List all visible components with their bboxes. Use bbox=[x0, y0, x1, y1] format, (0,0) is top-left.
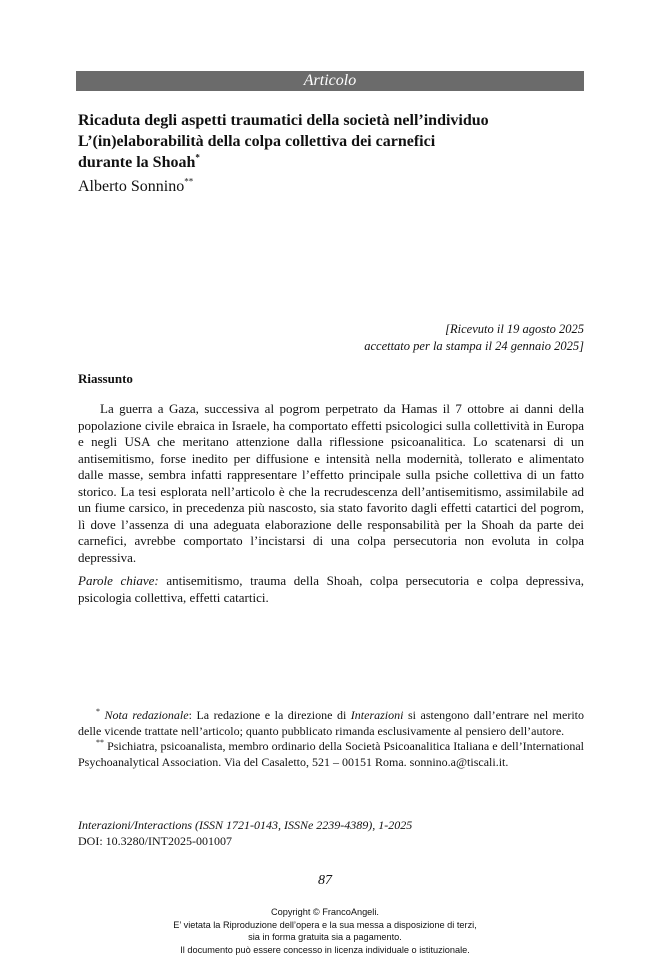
title-line-2: L’(in)elaborabilità della colpa collettiva dei carnefici bbox=[78, 133, 436, 150]
copyright-notice: Copyright © FrancoAngeli. E’ vietata la Riproduzione dell’opera e la sua messa a disposizione di terzi, sia in forma gratuita sia a pagamento. Il documento può essere concesso in licenza individuale o istituzionale. bbox=[173, 907, 477, 955]
footnote-1: * Nota redazionale: La redazione e la direzione di Interazioni si astengono dall’entrare nel merito delle vicende trattate nell’articolo; quanto pubblicato rimanda esclusivamente al pensiero dell’autore. bbox=[78, 707, 584, 738]
keywords-list: antisemitismo, trauma della Shoah, colpa persecutoria e colpa depressiva, psicologia collettiva, effetti catartici. bbox=[78, 573, 584, 605]
received-dates bbox=[364, 321, 584, 355]
abstract-text: La guerra a Gaza, successiva al pogrom perpetrato da Hamas il 7 ottobre ai danni della popolazione civile ebraica in Israele, ha comportato effetti psicologici sulla collettività in Europa e negli USA che meritano attenzione dalla riflessione psicoanalitica. Lo scatenarsi di un antisemitismo, forse inedito per diffusione e intensità nella modernità, tollerato e alimentato dalle masse, sembra infatti rappresentare l’effetto principale sulla psiche collettiva di un fatto storico. La tesi esplorata nell’articolo è che la recrudescenza dell’antisemitismo, assimilabile ad un fiume carsico, in precedenza più nascosto, sia stato favorito dagli effetti catartici del pogrom, lì dove l’assenza di una adeguata elaborazione delle responsabilità per la Shoah da parte dei carnefici, avrebbe comportato l’incistarsi di una colpa persecutoria non evoluta in colpa depressiva. bbox=[78, 401, 584, 565]
accepted-date: accettato per la stampa il 24 gennaio 2025] bbox=[364, 339, 584, 353]
author-footnote-mark: ** bbox=[184, 176, 194, 187]
keywords bbox=[78, 573, 584, 606]
journal-citation: Interazioni/Interactions (ISSN 1721-0143, ISSNe 2239-4389), 1-2025 bbox=[78, 818, 413, 832]
journal-info bbox=[78, 818, 412, 849]
author-name: Alberto Sonnino** bbox=[78, 176, 194, 195]
article-title bbox=[78, 110, 588, 173]
keywords-label: Parole chiave: bbox=[78, 573, 159, 588]
doi: DOI: 10.3280/INT2025-001007 bbox=[78, 833, 232, 848]
title-footnote-mark: * bbox=[195, 152, 200, 163]
title-line-3: durante la Shoah* bbox=[78, 152, 200, 171]
abstract-heading: Riassunto bbox=[78, 371, 133, 386]
section-label: Articolo bbox=[303, 72, 357, 89]
section-banner bbox=[76, 71, 584, 91]
footnotes bbox=[78, 708, 584, 770]
title-line-1: Ricaduta degli aspetti traumatici della società nell’individuo bbox=[78, 112, 489, 129]
page-number: 87 bbox=[318, 873, 332, 888]
received-date: [Ricevuto il 19 agosto 2025 bbox=[445, 322, 584, 336]
footnote-2: ** Psichiatra, psicoanalista, membro ordinario della Società Psicoanalitica Italiana e dell’International Psychoanalytical Association. Via del Casaletto, 521 – 00151 Roma. sonnino.a@tiscali.it. bbox=[78, 738, 584, 769]
